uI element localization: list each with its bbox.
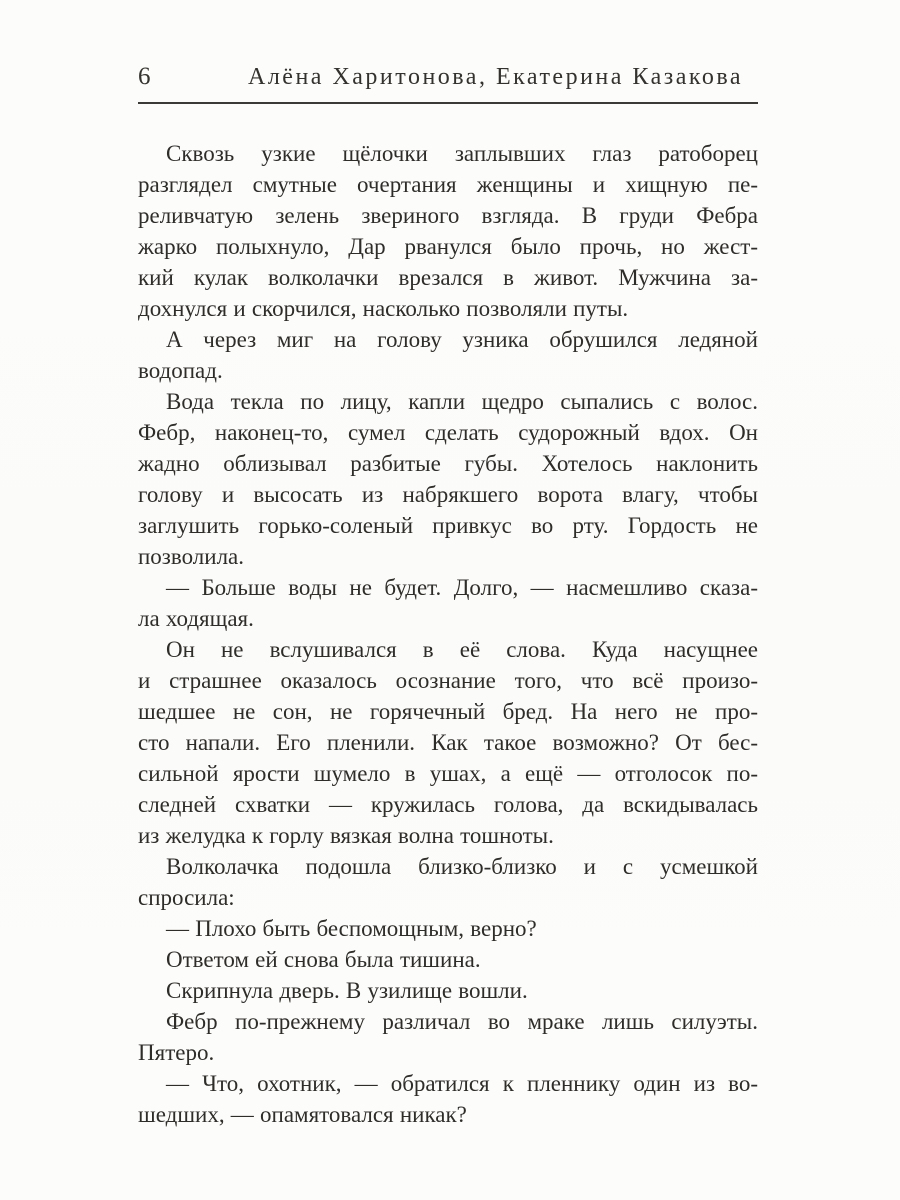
paragraph: [138, 1006, 758, 1068]
paragraph: [138, 634, 758, 851]
page-content: [138, 60, 758, 1130]
text-line: — Плохо быть беспомощным, верно?: [166, 916, 537, 941]
text-line: кий кулак волколачки врезался в живот. Мужчина за-: [138, 265, 758, 290]
paragraph: [138, 386, 758, 572]
text-line: реливчатую зелень звериного взгляда. В груди Фебра: [138, 203, 758, 228]
text-line: Он не вслушивался в её слова. Куда насущнее: [166, 637, 758, 662]
text-line: шедшее не сон, не горячечный бред. На него не про-: [138, 699, 758, 724]
text-line: — Больше воды не будет. Долго, — насмешливо сказа-: [166, 575, 758, 600]
text-line: жадно облизывал разбитые губы. Хотелось наклонить: [138, 451, 758, 476]
text-line: позволила.: [138, 544, 245, 569]
text-line: ла ходящая.: [138, 606, 254, 631]
paragraph: [138, 913, 758, 944]
running-header: [138, 60, 758, 94]
text-line: Фебр, наконец-то, сумел сделать судорожный вдох. Он: [138, 420, 758, 445]
text-line: Ответом ей снова была тишина.: [166, 947, 481, 972]
text-line: следней схватки — кружилась голова, да вскидывалась: [138, 792, 758, 817]
text-line: шедших, — опамятовался никак?: [138, 1102, 467, 1127]
text-line: заглушить горько-соленый привкус во рту. Гордость не: [138, 513, 758, 538]
page-number: 6: [138, 63, 151, 90]
running-header-authors: Алёна Харитонова, Екатерина Казакова: [247, 64, 744, 90]
paragraph: [138, 572, 758, 634]
text-line: сильной ярости шумело в ушах, а ещё — отголосок по-: [138, 761, 758, 786]
text-line: Фебр по-прежнему различал во мраке лишь силуэты.: [166, 1009, 758, 1034]
paragraph: [138, 1068, 758, 1130]
page-body: [138, 138, 758, 1130]
text-line: разглядел смутные очертания женщины и хищную пе-: [138, 172, 758, 197]
text-line: А через миг на голову узника обрушился ледяной: [166, 327, 758, 352]
text-line: Пятеро.: [138, 1040, 215, 1065]
text-line: Скрипнула дверь. В узилище вошли.: [166, 978, 528, 1003]
text-line: — Что, охотник, — обратился к пленнику один из во-: [166, 1071, 758, 1096]
paragraph: [138, 975, 758, 1006]
paragraph: [138, 138, 758, 324]
text-line: голову и высосать из набрякшего ворота влагу, чтобы: [138, 482, 758, 507]
text-line: спросила:: [138, 885, 235, 910]
text-line: из желудка к горлу вязкая волна тошноты.: [138, 823, 554, 848]
header-rule: [138, 102, 758, 104]
text-line: сто напали. Его пленили. Как такое возможно? От бес-: [138, 730, 758, 755]
text-line: водопад.: [138, 358, 223, 383]
text-line: дохнулся и скорчился, насколько позволяли путы.: [138, 296, 629, 321]
paragraph: [138, 944, 758, 975]
text-line: жарко полыхнуло, Дар рванулся было прочь, но жест-: [138, 234, 758, 259]
paragraph: [138, 851, 758, 913]
text-line: и страшнее оказалось осознание того, что всё произо-: [138, 668, 758, 693]
text-line: Вода текла по лицу, капли щедро сыпались с волос.: [166, 389, 758, 414]
text-line: Волколачка подошла близко-близко и с усмешкой: [166, 854, 758, 879]
paragraph: [138, 324, 758, 386]
text-line: Сквозь узкие щёлочки заплывших глаз ратоборец: [166, 141, 758, 166]
